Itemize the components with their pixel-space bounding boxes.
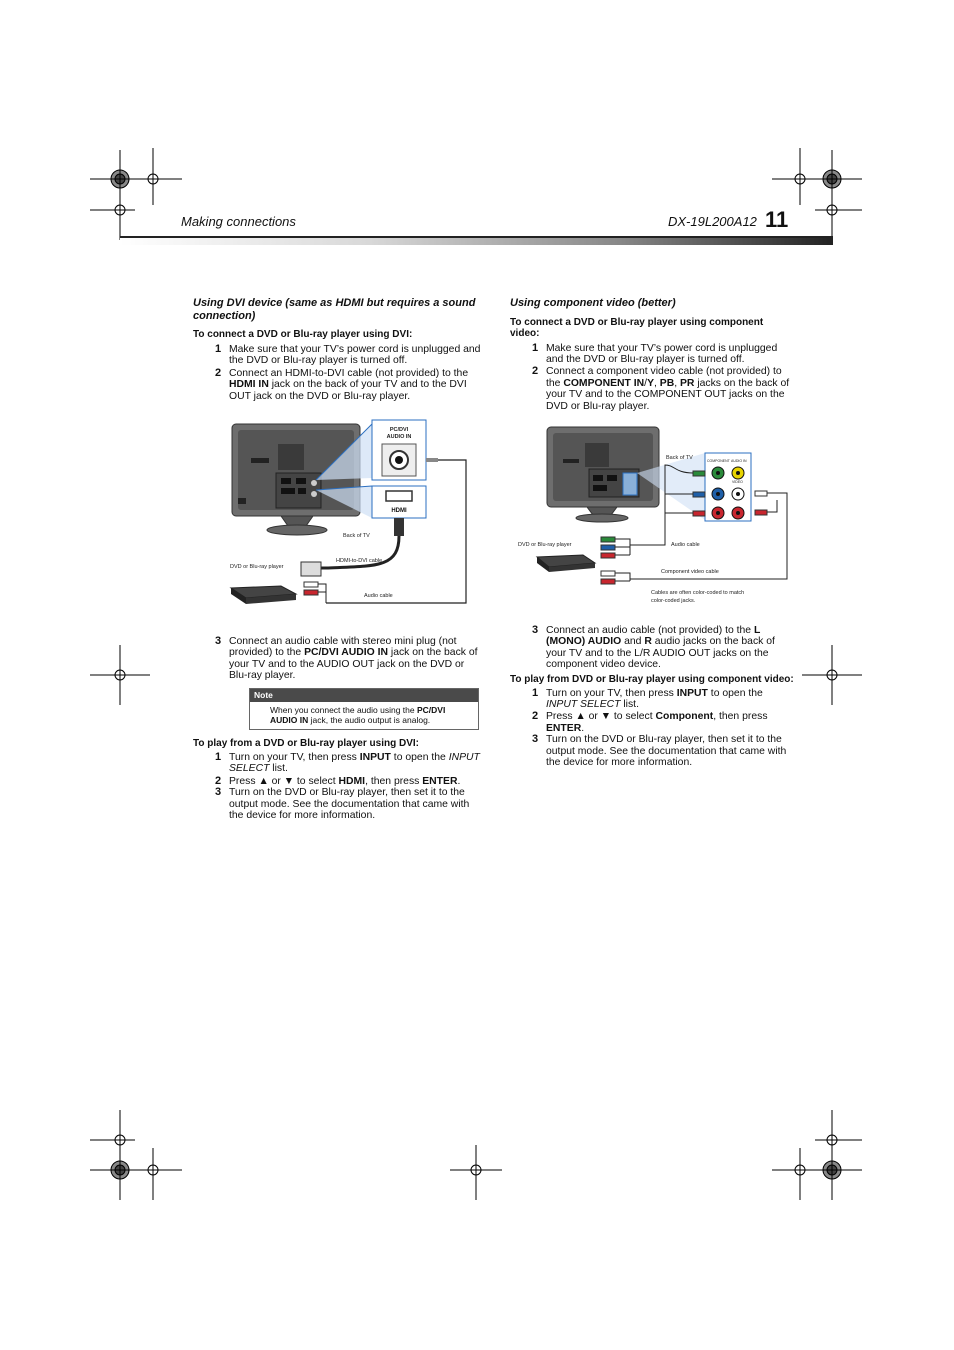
dvi-play-step-1 (193, 752, 483, 775)
step-number: 3 (532, 733, 539, 746)
step-text-bold: L (MONO) AUDIO (546, 625, 761, 648)
step-text: , then press (365, 775, 423, 787)
step-number: 1 (532, 686, 539, 699)
component-play-step-2 (510, 711, 795, 734)
header-section-title: Making connections (181, 214, 296, 229)
pcdvi-label-2: AUDIO IN (386, 434, 412, 440)
page-number: 11 (765, 207, 789, 232)
step-text: to open the (390, 752, 449, 764)
step-number: 2 (532, 710, 539, 723)
step-text: Turn on the DVD or Blu-ray player, then set it to the output mode. See the documentation that came with the device for more information. (546, 734, 787, 769)
step-text-italic: INPUT SELECT (229, 752, 480, 775)
dvi-play-step-2 (193, 776, 483, 787)
step-text: . (457, 775, 461, 787)
dvi-play-step-3 (193, 787, 483, 821)
audio-cable-label: Audio cable (671, 542, 700, 548)
step-text-bold: PR (680, 377, 695, 389)
step-number: 3 (215, 786, 222, 799)
note-label: Note (250, 689, 478, 702)
player-label: DVD or Blu-ray player (230, 564, 284, 570)
step-text: / (644, 377, 648, 389)
step-text: Connect an audio cable (not provided) to the (546, 625, 754, 636)
dvi-section-title: Using DVI device (same as HDMI but requires a sound connection) (193, 297, 476, 322)
component-connection-diagram (515, 425, 795, 610)
step-text: jack on the back of your TV and to the DVI OUT jack on the DVD or Blu-ray player. (229, 379, 467, 402)
back-of-tv-label: Back of TV (343, 533, 370, 539)
step-text-bold: Y (647, 377, 654, 389)
panel-audio-label: AUDIO IN (731, 459, 747, 463)
step-number: 1 (532, 341, 539, 354)
component-play-step-3 (510, 734, 795, 768)
header-model-number: DX-19L200A12 (668, 214, 757, 229)
component-play-heading: To play from DVD or Blu-ray player using component video: (510, 673, 794, 685)
component-step-2 (510, 366, 795, 412)
component-play-step-1 (510, 688, 795, 711)
step-text-bold: PC/DVI AUDIO IN (304, 647, 388, 659)
right-column (510, 297, 795, 412)
step-text: Connect an HDMI-to-DVI cable (not provided) to the (229, 367, 469, 379)
step-text: , (674, 377, 680, 389)
step-text: audio jacks on the back of your TV and to the L/R AUDIO OUT jacks on the component video device. (546, 636, 775, 671)
step-text-bold: INPUT (676, 687, 708, 699)
step-text-bold: PB (659, 377, 675, 389)
step-text-bold: HDMI IN (229, 379, 269, 391)
right-column-lower (510, 625, 795, 768)
note-body (250, 702, 478, 729)
hdmi-dvi-cable-label: HDMI-to-DVI cable (336, 558, 383, 564)
step-text: Make sure that your TV’s power cord is unplugged and the DVD or Blu-ray player is turned off. (229, 344, 481, 367)
audio-cable-label: Audio cable (364, 593, 393, 599)
step-number: 3 (532, 624, 539, 636)
step-number: 2 (215, 774, 222, 787)
hdmi-logo: HDMI (391, 508, 407, 514)
component-section-title: Using component video (better) (510, 297, 676, 309)
step-text: list. (620, 699, 639, 711)
note-text: jack, the audio output is analog. (308, 714, 431, 725)
panel-component-label: COMPONENT (707, 459, 730, 463)
step-text: . (581, 722, 585, 734)
dvi-connect-heading: To connect a DVD or Blu-ray player using DVI: (193, 329, 413, 340)
step-text-italic: INPUT SELECT (546, 699, 621, 711)
step-text: Connect a component video cable (not provided) to the (546, 366, 782, 389)
step-number: 3 (215, 635, 222, 647)
step-text-bold: COMPONENT IN (563, 377, 645, 389)
step-number: 1 (215, 751, 222, 764)
step-text-bold: ENTER (546, 722, 582, 734)
step-number: 2 (532, 365, 539, 378)
step-text-bold: HDMI (338, 775, 366, 787)
step-text-bold: INPUT (359, 752, 391, 764)
step-text-bold: R (644, 636, 652, 648)
step-text: , then press (713, 711, 768, 723)
pcdvi-label-1: PC/DVI (389, 427, 409, 433)
step-text: Connect an audio cable with stereo mini plug (not provided) to the (229, 636, 457, 659)
left-column (193, 297, 483, 402)
left-column-lower (193, 636, 483, 821)
tv-back-image (232, 424, 360, 535)
step-text: Press ▲ or ▼ to select (546, 711, 656, 723)
dvi-step-1 (193, 344, 483, 367)
note-text: When you connect the audio using the (270, 705, 417, 716)
step-text: Turn on the DVD or Blu-ray player, then set it to the output mode. See the documentation that came with the device for more information. (229, 787, 470, 822)
step-text: Press ▲ or ▼ to select (229, 775, 339, 787)
player-label: DVD or Blu-ray player (518, 542, 572, 548)
header-rule-line (120, 236, 833, 238)
step-text: jacks on the back of your TV and to the COMPONENT OUT jacks on the DVD or Blu-ray player. (546, 377, 790, 412)
step-text: Turn on your TV, then press (229, 752, 360, 764)
component-step-1 (510, 343, 795, 366)
note-text-bold: PC/DVI AUDIO IN (270, 705, 446, 725)
back-of-tv-label: Back of TV (666, 455, 693, 461)
step-text: jack on the back of your TV and to the AUDIO OUT jack on the DVD or Blu-ray player. (229, 647, 478, 682)
step-text: Make sure that your TV’s power cord is unplugged and the DVD or Blu-ray player is turned off. (546, 342, 778, 365)
cable-note-line-1: Cables are often color-coded to match (651, 590, 745, 596)
component-cable-label: Component video cable (661, 569, 719, 575)
step-text: list. (269, 763, 288, 775)
dvi-connection-diagram (226, 418, 476, 608)
step-number: 2 (215, 366, 222, 379)
component-connect-heading: To connect a DVD or Blu-ray player using component video: (510, 316, 764, 339)
step-text-bold: ENTER (422, 775, 458, 787)
dvi-step-3 (193, 636, 483, 682)
note-box (249, 688, 479, 730)
step-number: 1 (215, 343, 222, 355)
panel-video-label: VIDEO (732, 480, 743, 484)
step-text-bold: Component (655, 711, 714, 723)
cable-note-line-2: color-coded jacks. (651, 598, 696, 604)
step-text: , (654, 377, 660, 389)
component-step-3 (510, 625, 795, 671)
step-text: and (621, 636, 645, 648)
dvi-play-heading: To play from a DVD or Blu-ray player using DVI: (193, 738, 419, 750)
dvi-step-2 (193, 368, 483, 402)
step-text: Turn on your TV, then press (546, 687, 677, 699)
step-text: to open the (707, 687, 763, 699)
